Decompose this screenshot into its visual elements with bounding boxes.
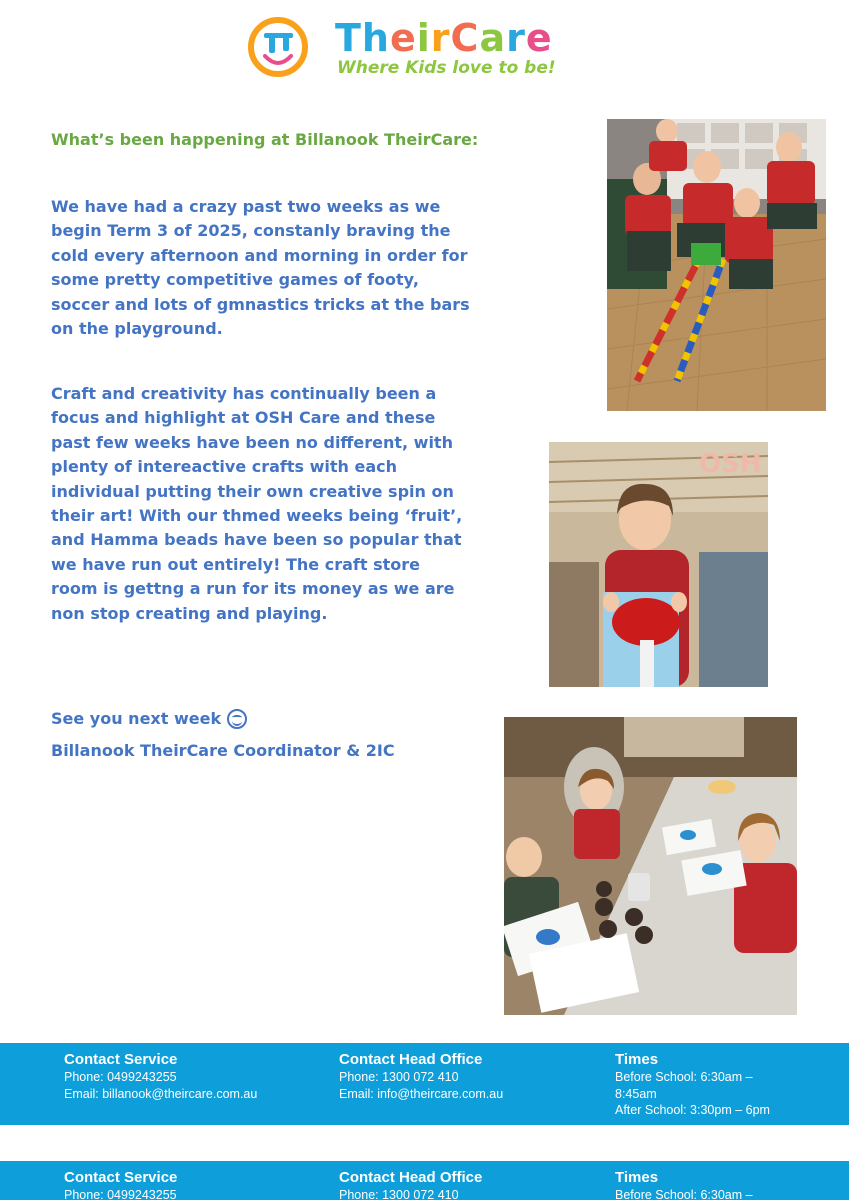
brand-letter: e: [389, 16, 417, 60]
brand-letter: h: [361, 16, 390, 60]
footer-head-office-phone[interactable]: Phone: 1300 072 410: [339, 1070, 459, 1084]
footer-service-phone[interactable]: Phone: 0499243255: [64, 1188, 177, 1200]
article-heading: What’s been happening at Billanook TheirCare:: [51, 130, 479, 149]
brand-letter: T: [335, 16, 362, 60]
brand-letter: C: [450, 16, 480, 60]
photo-kids-blocks: [607, 119, 826, 411]
theircare-logo: [245, 14, 575, 80]
footer-service-email[interactable]: Email: billanook@theircare.com.au: [64, 1086, 258, 1101]
footer-service-column: [64, 1051, 314, 1102]
signoff: [51, 703, 395, 767]
brand-name: [335, 16, 553, 60]
footer-service-title: Contact Service: [64, 1051, 178, 1068]
footer-before-school-line-1: Before School: 6:30am –: [615, 1188, 753, 1200]
brand-letter: e: [525, 16, 553, 60]
smiley-icon: [227, 709, 247, 729]
footer-service-phone[interactable]: Phone: 0499243255: [64, 1070, 177, 1084]
footer-after-school: After School: 3:30pm – 6pm: [615, 1103, 770, 1117]
footer-service-title: Contact Service: [64, 1169, 178, 1186]
photo-kids-painting: [504, 717, 797, 1015]
footer-contact-bar: [0, 1043, 849, 1125]
brand-letter: r: [430, 16, 451, 60]
brand-letter: i: [416, 16, 431, 60]
footer-times-title: Times: [615, 1051, 659, 1068]
article-paragraph-2: Craft and creativity has continually been a focus and highlight at OSH Care and these past few weeks have been no different, with plenty of intereactive crafts with each individual putting their own creative spin on their art! With our thmed weeks being ‘fruit’, and Hamma beads have been so popular that we have run out entirely! The craft store room is gettng a run for its money as we are non stop creating and playing.: [51, 384, 463, 623]
signoff-text: See you next week: [51, 709, 222, 728]
footer-before-school-line-2: 8:45am: [615, 1086, 657, 1101]
footer-times-column: [615, 1169, 805, 1200]
footer-head-office-title: Contact Head Office: [339, 1169, 483, 1186]
brand-tagline: Where Kids love to be!: [337, 58, 556, 78]
footer-before-school-line-1: Before School: 6:30am –: [615, 1070, 753, 1084]
footer-service-column: [64, 1169, 314, 1200]
brand-letter: a: [479, 16, 507, 60]
footer-head-office-email[interactable]: Email: info@theircare.com.au: [339, 1086, 504, 1101]
footer-contact-bar-repeat: [0, 1161, 849, 1200]
article-paragraph-1: We have had a crazy past two weeks as we begin Term 3 of 2025, constanly braving the cold every afternoon and morning in order for some pretty competitive games of footy, soccer and lots of gmnastics tricks at the bars on the playground.: [51, 197, 470, 339]
footer-head-office-column: [339, 1051, 589, 1102]
footer-head-office-title: Contact Head Office: [339, 1051, 483, 1068]
signoff-line-2: Billanook TheirCare Coordinator & 2IC: [51, 741, 395, 760]
logo-face-icon: [245, 16, 311, 78]
signoff-line-1: [51, 703, 395, 735]
footer-times-title: Times: [615, 1169, 659, 1186]
footer-head-office-phone[interactable]: Phone: 1300 072 410: [339, 1188, 459, 1200]
footer-head-office-column: [339, 1169, 589, 1200]
brand-letter: r: [506, 16, 526, 60]
footer-times-column: [615, 1051, 805, 1119]
osh-sign: OSH: [699, 449, 762, 479]
photo-girl-craft: [549, 442, 768, 687]
